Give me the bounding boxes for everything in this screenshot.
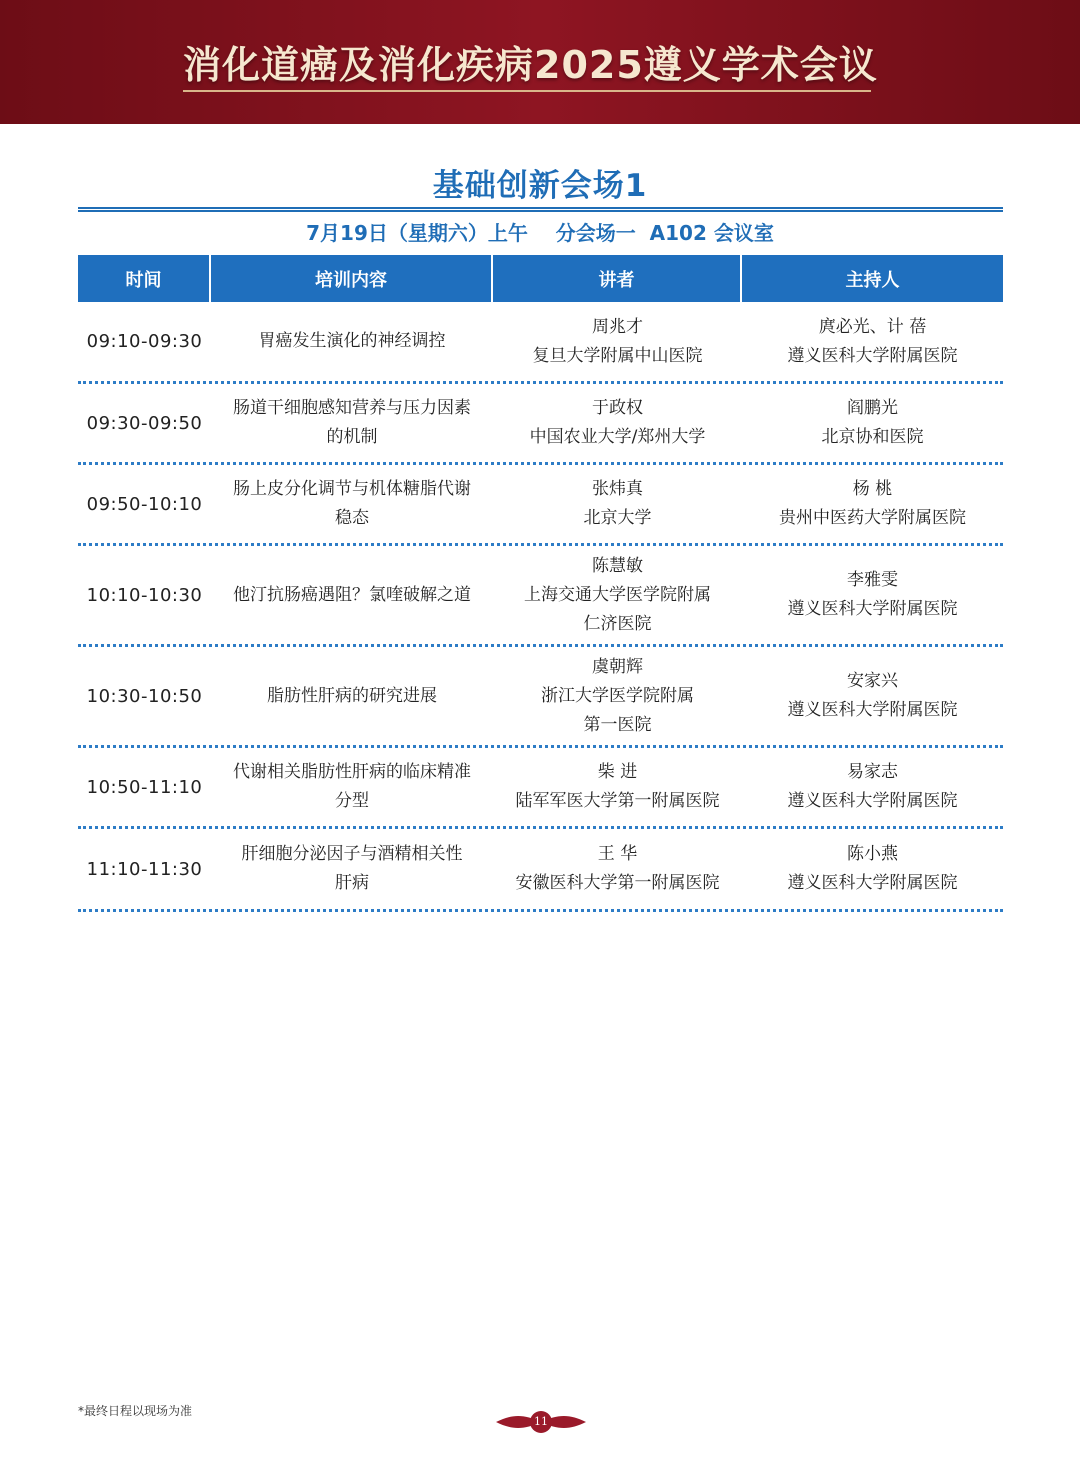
host-line: 杨 桃 [852,479,893,499]
topic-line: 脂肪性肝病的研究进展 [267,685,437,706]
speaker-line: 王 华 [597,844,638,864]
time-text: 11:10-11:30 [86,858,203,880]
topic-line: 肝病 [335,873,369,893]
speaker-line: 陆军军医大学第一附属医院 [515,791,720,811]
table-row [78,748,1003,829]
speaker-line: 复旦大学附属中山医院 [532,345,703,366]
speaker-line: 周兆才 [592,316,643,337]
speaker-line: 仁济医院 [583,613,652,634]
host-line: 安家兴 [847,671,898,691]
topic-cell [211,465,493,543]
page-indicator [494,1410,588,1434]
session-title: 基础创新会场1 [432,168,648,204]
host-line: 贵州中医药大学附属医院 [779,508,966,528]
table-row [78,829,1003,912]
header-time: 时间 [78,255,211,302]
topic-cell [211,546,493,644]
speaker-line: 第一医院 [583,714,652,735]
host-line: 易家志 [847,762,898,782]
session-divider-top [78,207,1003,212]
host-cell [742,748,1003,826]
speaker-line: 张炜真 [592,479,643,499]
time-cell [78,829,211,909]
table-row [78,465,1003,546]
speaker-line: 中国农业大学/郑州大学 [529,427,706,447]
host-line: 北京协和医院 [821,427,924,447]
speaker-line: 浙江大学医学院附属 [541,685,694,706]
header-host: 主持人 [742,255,1003,302]
speaker-line: 于政权 [592,398,643,418]
speaker-line: 上海交通大学医学院附属 [524,584,711,605]
time-text: 09:30-09:50 [86,412,203,434]
topic-cell [211,647,493,745]
time-text: 09:10-09:30 [86,331,203,352]
topic-line: 稳态 [335,508,369,528]
topic-line: 的机制 [326,427,378,447]
speaker-line: 虞朝辉 [592,656,643,677]
page-number: 11 [534,1415,548,1428]
session-subtitle: 7月19日（星期六）上午 分会场一 A102 会议室 [306,221,774,245]
host-cell [742,302,1003,381]
topic-line: 肠道干细胞感知营养与压力因素 [233,398,471,418]
header-topic: 培训内容 [211,255,493,302]
host-line: 遵义医科大学附属医院 [787,345,958,366]
speaker-cell [493,647,742,745]
time-cell [78,384,211,462]
topic-line: 他汀抗肠癌遇阻？氯喹破解之道 [233,584,471,605]
header-speaker: 讲者 [493,255,742,302]
host-line: 庹必光、计 蓓 [818,316,927,337]
topic-cell [211,748,493,826]
topic-cell [211,384,493,462]
host-cell [742,384,1003,462]
speaker-cell [493,748,742,826]
speaker-cell [493,465,742,543]
topic-line: 分型 [335,791,369,811]
host-line: 陈小燕 [847,844,898,864]
topic-line: 肝细胞分泌因子与酒精相关性 [241,844,463,864]
host-cell [742,546,1003,644]
speaker-line: 北京大学 [583,508,652,528]
host-line: 遵义医科大学附属医院 [787,873,958,893]
host-cell [742,647,1003,745]
time-text: 09:50-10:10 [86,493,203,515]
time-cell [78,647,211,745]
speaker-cell [493,546,742,644]
time-cell [78,465,211,543]
topic-line: 代谢相关脂肪性肝病的临床精准 [233,762,471,782]
host-line: 阎鹏光 [847,398,898,418]
host-cell [742,465,1003,543]
time-cell [78,302,211,381]
table-row [78,647,1003,748]
speaker-cell [493,829,742,909]
table-row [78,302,1003,384]
topic-line: 胃癌发生演化的神经调控 [258,331,446,351]
time-text: 10:50-11:10 [86,776,203,798]
speaker-cell [493,302,742,381]
time-text: 10:30-10:50 [86,685,203,707]
host-line: 李雅雯 [847,570,898,590]
speaker-line: 陈慧敏 [592,555,643,576]
topic-line: 肠上皮分化调节与机体糖脂代谢 [233,479,471,499]
conference-title: 消化道癌及消化疾病2025遵义学术会议 [183,43,878,87]
host-cell [742,829,1003,909]
topic-cell [211,302,493,381]
table-row [78,384,1003,465]
table-row [78,546,1003,647]
speaker-line: 柴 进 [597,762,638,782]
time-text: 10:10-10:30 [86,584,203,606]
time-cell [78,748,211,826]
host-line: 遵义医科大学附属医院 [787,791,958,811]
banner-divider [183,90,871,92]
time-cell [78,546,211,644]
footnote: *最终日程以现场为准 [78,1404,193,1418]
host-line: 遵义医科大学附属医院 [787,700,958,720]
speaker-line: 安徽医科大学第一附属医院 [515,873,720,893]
speaker-cell [493,384,742,462]
host-line: 遵义医科大学附属医院 [787,599,958,619]
topic-cell [211,829,493,909]
header-banner [0,0,1080,124]
table-header [78,255,1003,302]
